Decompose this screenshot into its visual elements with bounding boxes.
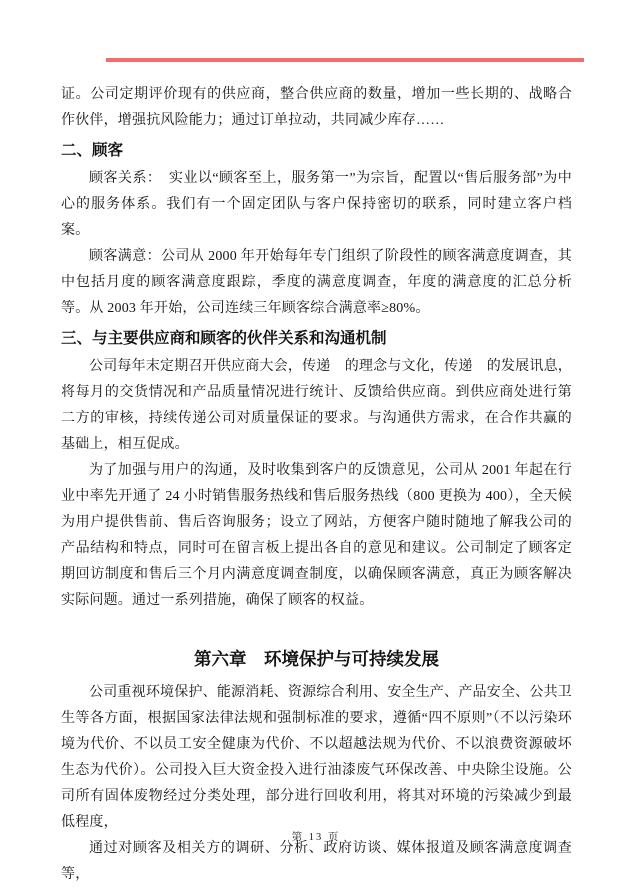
- section-heading-customers: 二、顾客: [61, 142, 124, 159]
- document-body: [61, 82, 572, 888]
- paragraph-user-communication: 为了加强与用户的沟通，及时收集到客户的反馈意见，公司从 2001 年起在行业中率先开通了 24 小时销售服务热线和售后服务热线（800 更换为 400），全天候为用户提供售前、售后咨询服务；设立了网站，方便客户随时随地了解我公司的产品结构和特点，同时可在留言板上提出各自的意见和建议。公司制定了顾客定期回访制度和售后三个月内满意度调查制度，以确保顾客满意，真正为顾客解决实际问题。通过一系列措施，确保了顾客的权益。: [61, 463, 572, 608]
- paragraph-supplier-meeting: 公司每年末定期召开供应商大会，传递 的理念与文化，传递 的发展讯息，将每月的交货情况和产品质量情况进行统计、反馈给供应商。到供应商处进行第二方的审核，持续传递公司对质量保证的要求。与沟通供方需求，在合作共赢的基础上，相互促成。: [61, 359, 572, 452]
- page-number: 第 13 页: [291, 832, 341, 843]
- paragraph-stakeholder-research: 通过对顾客及相关方的调研、分析、政府访谈、媒体报道及顾客满意度调查等，: [61, 841, 572, 882]
- paragraph-customer-relation: 顾客关系： 实业以“顾客至上，服务第一”为宗旨，配置以“售后服务部”为中心的服务体系。我们有一个固定团队与客户保持密切的联系，同时建立客户档案。: [61, 171, 572, 238]
- paragraph-supplier-continuation: 证。公司定期评价现有的供应商，整合供应商的数量，增加一些长期的、战略合作伙伴，增强抗风险能力；通过订单拉动，共同减少库存……: [61, 87, 572, 128]
- section-heading-partnership: 三、与主要供应商和顾客的伙伴关系和沟通机制: [61, 330, 387, 347]
- paragraph-customer-satisfaction: 顾客满意：公司从 2000 年开始每年专门组织了阶段性的顾客满意度调查，其中包括月度的顾客满意度跟踪，季度的满意度调查，年度的满意度的汇总分析等。从 2003 年开始，公司连续三年顾客综合满意率≥80%。: [61, 249, 572, 316]
- header-rule: [106, 58, 584, 62]
- paragraph-environment-policy: 公司重视环境保护、能源消耗、资源综合利用、安全生产、产品安全、公共卫生等各方面，根据国家法律法规和强制标准的要求，遵循“四不原则”（不以污染环境为代价、不以员工安全健康为代价、不以超越法规为代价、不以浪费资源破坏生态为代价）。公司投入巨大资金投入进行油漆废气环保改善、中央除尘设施。公司所有固体废物经过分类处理，部分进行回收利用，将其对环境的污染减少到最低程度，: [61, 685, 572, 830]
- chapter-heading-chapter6: 第六章 环境保护与可持续发展: [194, 649, 439, 669]
